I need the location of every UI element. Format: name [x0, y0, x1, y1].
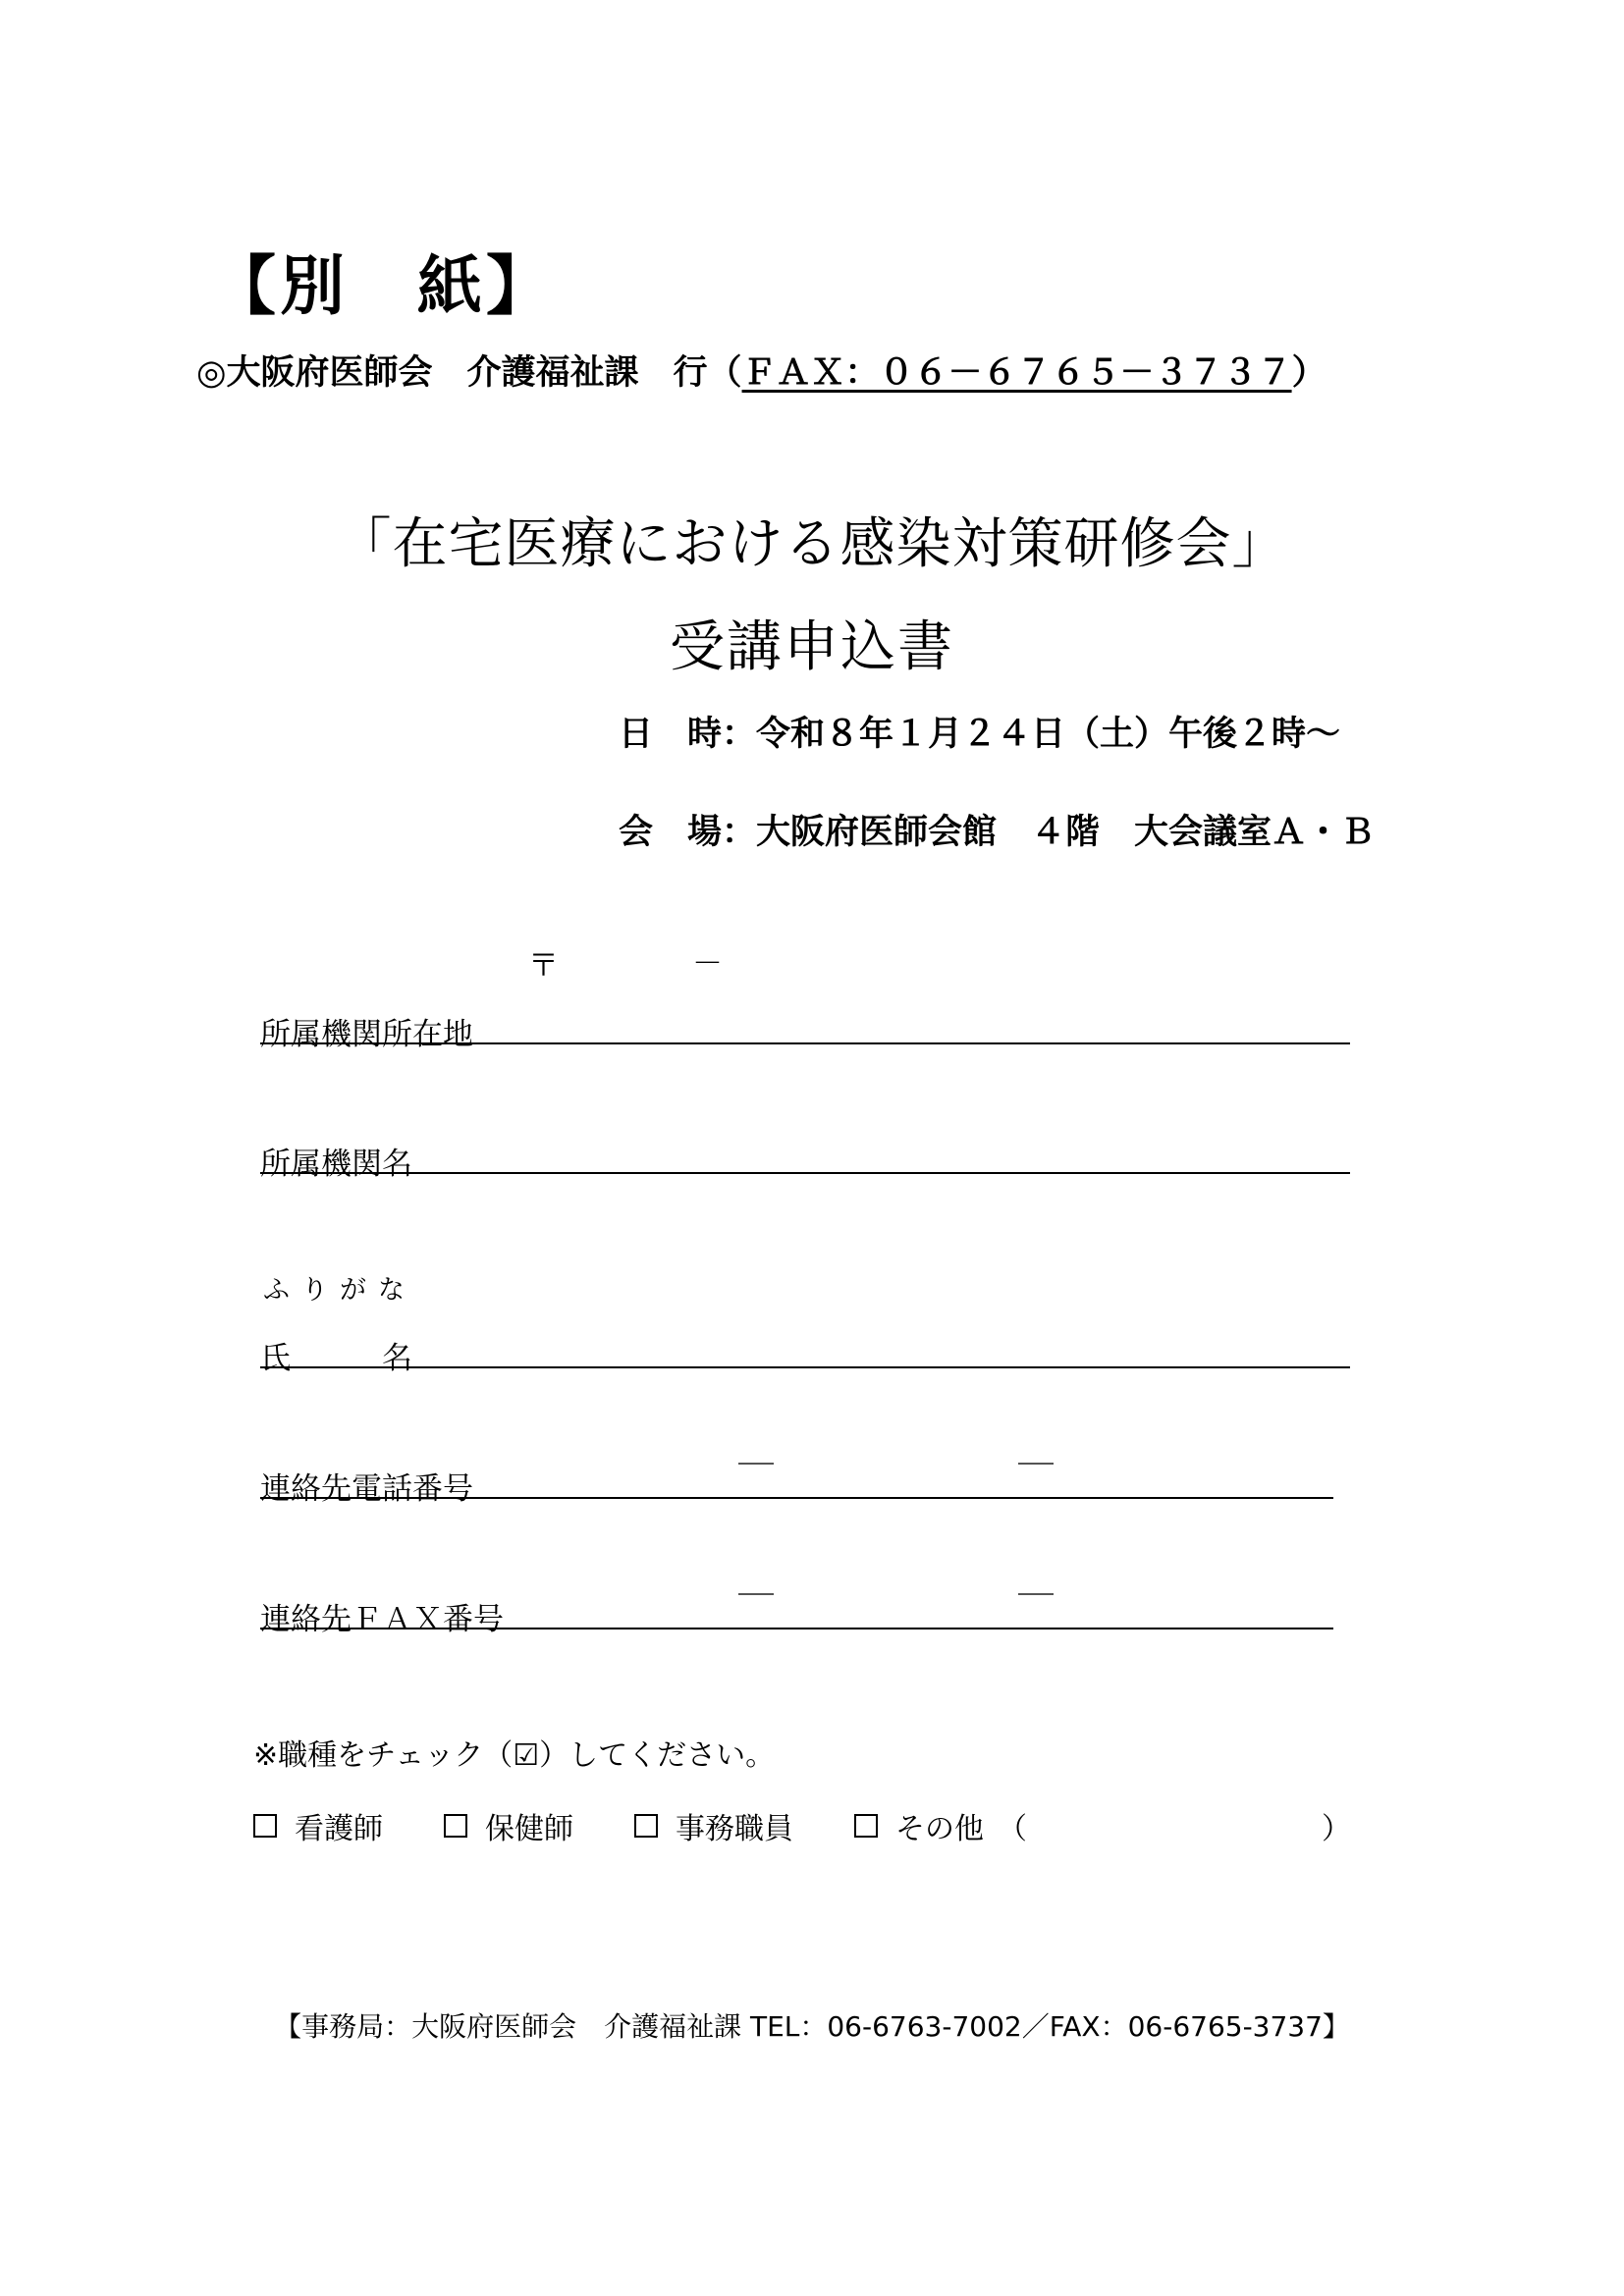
fax-destination	[196, 346, 1326, 395]
checkbox-public-health-nurse[interactable]	[444, 1814, 467, 1838]
fax-label: 連絡先ＦＡＸ番号	[260, 1602, 504, 1637]
postal-mark: 〒	[528, 948, 559, 984]
checkbox-other[interactable]	[854, 1814, 878, 1838]
phone-label: 連絡先電話番号	[260, 1471, 473, 1507]
event-venue: 会 場：大阪府医師会館 ４階 大会議室Ａ・Ｂ	[619, 813, 1376, 852]
option-label-nurse: 看護師	[295, 1812, 383, 1846]
name-label: 氏 名	[260, 1341, 412, 1376]
annex-heading: 【別 紙】	[211, 248, 555, 324]
option-label-other: その他	[895, 1812, 984, 1846]
destination-fax-number: ＦＡＸ：０６－６７６５－３７３７	[741, 353, 1292, 393]
option-label-clerk: 事務職員	[676, 1812, 793, 1846]
checkbox-nurse[interactable]	[253, 1814, 277, 1838]
occupation-options	[253, 1804, 1027, 1847]
fax-field[interactable]	[260, 1628, 1333, 1629]
event-date: 日 時：令和８年１月２４日（土）午後２時～	[619, 715, 1341, 754]
occupation-option-public-health-nurse[interactable]	[444, 1804, 573, 1847]
phone-dash-1	[738, 1463, 774, 1465]
other-paren-close: ）	[1322, 1812, 1351, 1846]
furigana-label: ふりがな	[263, 1275, 416, 1306]
other-paren-open: （	[998, 1812, 1027, 1846]
name-field[interactable]	[260, 1366, 1350, 1368]
phone-field[interactable]	[260, 1497, 1333, 1499]
destination-prefix: ◎大阪府医師会 介護福祉課 行（	[196, 353, 742, 393]
occupation-option-other[interactable]	[854, 1804, 1027, 1847]
checkbox-clerk[interactable]	[634, 1814, 658, 1838]
seminar-title: 「在宅医療における感染対策研修会」	[336, 512, 1288, 576]
address-label: 所属機関所在地	[260, 1017, 473, 1052]
fax-dash-2	[1018, 1593, 1054, 1595]
occupation-note: ※職種をチェック（☑）してください。	[253, 1738, 776, 1773]
destination-suffix: ）	[1291, 353, 1326, 393]
org-name-label: 所属機関名	[260, 1147, 412, 1182]
fax-dash-1	[738, 1593, 774, 1595]
postal-dash: －	[692, 946, 723, 982]
occupation-option-nurse[interactable]	[253, 1804, 383, 1847]
option-label-public-health-nurse: 保健師	[485, 1812, 573, 1846]
form-title: 受講申込書	[670, 615, 954, 679]
org-name-field[interactable]	[260, 1172, 1350, 1174]
address-field[interactable]	[260, 1042, 1350, 1044]
secretariat-contact: 【事務局：大阪府医師会 介護福祉課 TEL：06-6763-7002／FAX：06-6765-3737】	[274, 2010, 1350, 2043]
occupation-option-clerk[interactable]	[634, 1804, 793, 1847]
phone-dash-2	[1018, 1463, 1054, 1465]
